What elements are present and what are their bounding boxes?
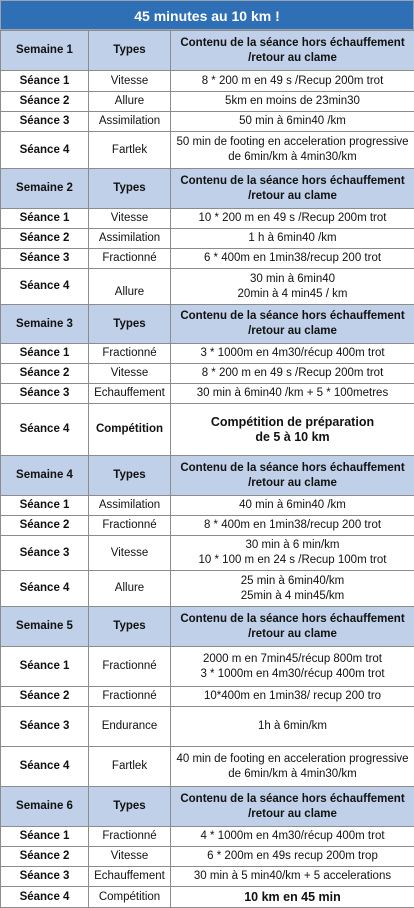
session-type: Assimilation <box>89 112 171 132</box>
session-content: 10 km en 45 min <box>171 887 414 908</box>
session-row <box>1 867 414 887</box>
types-header: Types <box>89 31 171 71</box>
session-label: Séance 1 <box>1 827 89 847</box>
session-row <box>1 827 414 847</box>
session-label: Séance 1 <box>1 344 89 364</box>
session-content: 30 min à 6min40 20min à 4 min45 / km <box>171 269 414 305</box>
session-content: 5km en moins de 23min30 <box>171 92 414 112</box>
session-row <box>1 269 414 305</box>
session-content: 30 min à 5 min40/km + 5 accelerations <box>171 867 414 887</box>
session-label: Séance 4 <box>1 132 89 169</box>
session-content: 25 min à 6min40/km 25min à 4 min45/km <box>171 571 414 607</box>
session-row <box>1 112 414 132</box>
session-type: Allure <box>89 571 171 607</box>
week-name: Semaine 1 <box>1 31 89 71</box>
session-type: Fractionné <box>89 249 171 269</box>
session-type: Fartlek <box>89 132 171 169</box>
session-type: Echauffement <box>89 384 171 404</box>
session-type: Fractionné <box>89 344 171 364</box>
session-type: Endurance <box>89 707 171 747</box>
session-type: Allure <box>89 269 171 305</box>
session-content: 40 min de footing en acceleration progressive de 6min/km à 4min30/km <box>171 747 414 787</box>
session-content: 3 * 1000m en 4m30/récup 400m trot <box>171 344 414 364</box>
session-row <box>1 209 414 229</box>
content-header: Contenu de la séance hors échauffement /retour au clame <box>171 305 414 344</box>
session-label: Séance 2 <box>1 229 89 249</box>
session-content: 30 min à 6 min/km 10 * 100 m en 24 s /Recup 100m trot <box>171 536 414 571</box>
session-label: Séance 3 <box>1 249 89 269</box>
week-header-row <box>1 305 414 344</box>
types-header: Types <box>89 305 171 344</box>
session-type: Assimilation <box>89 496 171 516</box>
session-content: 2000 m en 7min45/récup 800m trot 3 * 1000m en 4m30/récup 400m trot <box>171 647 414 687</box>
session-label: Séance 2 <box>1 516 89 536</box>
session-content: 8 * 400m en 1min38/recup 200 trot <box>171 516 414 536</box>
session-row <box>1 536 414 571</box>
session-content: 50 min à 6min40 /km <box>171 112 414 132</box>
session-content: 1 h à 6min40 /km <box>171 229 414 249</box>
week-header-row <box>1 31 414 71</box>
session-row <box>1 364 414 384</box>
session-label: Séance 2 <box>1 364 89 384</box>
content-header: Contenu de la séance hors échauffement /retour au clame <box>171 31 414 71</box>
session-type: Compétition <box>89 887 171 908</box>
session-row <box>1 92 414 112</box>
session-label: Séance 1 <box>1 71 89 92</box>
types-header: Types <box>89 169 171 209</box>
week-header-row <box>1 607 414 647</box>
session-row <box>1 747 414 787</box>
week-header-row <box>1 169 414 209</box>
session-row <box>1 71 414 92</box>
session-row <box>1 384 414 404</box>
session-type: Vitesse <box>89 847 171 867</box>
session-content: 1h à 6min/km <box>171 707 414 747</box>
session-type: Allure <box>89 92 171 112</box>
session-type: Fractionné <box>89 516 171 536</box>
session-label: Séance 4 <box>1 747 89 787</box>
session-type: Assimilation <box>89 229 171 249</box>
session-content: 10 * 200 m en 49 s /Recup 200m trot <box>171 209 414 229</box>
session-type: Fartlek <box>89 747 171 787</box>
session-content: 8 * 200 m en 49 s /Recup 200m trot <box>171 71 414 92</box>
session-row <box>1 647 414 687</box>
session-label: Séance 4 <box>1 887 89 908</box>
session-label: Séance 3 <box>1 867 89 887</box>
session-content: 50 min de footing en acceleration progressive de 6min/km à 4min30/km <box>171 132 414 169</box>
session-type: Vitesse <box>89 364 171 384</box>
types-header: Types <box>89 787 171 827</box>
session-type: Vitesse <box>89 71 171 92</box>
week-name: Semaine 4 <box>1 456 89 496</box>
session-label: Séance 3 <box>1 112 89 132</box>
week-name: Semaine 2 <box>1 169 89 209</box>
session-content: 30 min à 6min40 /km + 5 * 100metres <box>171 384 414 404</box>
types-header: Types <box>89 607 171 647</box>
session-content: 6 * 400m en 1min38/recup 200 trot <box>171 249 414 269</box>
content-header: Contenu de la séance hors échauffement /retour au clame <box>171 787 414 827</box>
session-row <box>1 687 414 707</box>
session-label: Séance 1 <box>1 647 89 687</box>
session-label: Séance 2 <box>1 687 89 707</box>
session-row <box>1 496 414 516</box>
session-type: Fractionné <box>89 687 171 707</box>
week-name: Semaine 6 <box>1 787 89 827</box>
session-label: Séance 2 <box>1 92 89 112</box>
session-row <box>1 404 414 456</box>
session-label: Séance 3 <box>1 384 89 404</box>
content-header: Contenu de la séance hors échauffement /retour au clame <box>171 607 414 647</box>
week-name: Semaine 3 <box>1 305 89 344</box>
session-label: Séance 4 <box>1 404 89 456</box>
session-label: Séance 3 <box>1 707 89 747</box>
week-header-row <box>1 456 414 496</box>
training-table <box>0 30 414 908</box>
session-label: Séance 1 <box>1 209 89 229</box>
week-name: Semaine 5 <box>1 607 89 647</box>
session-row <box>1 707 414 747</box>
session-row <box>1 571 414 607</box>
session-label: Séance 4 <box>1 571 89 607</box>
session-row <box>1 132 414 169</box>
content-header: Contenu de la séance hors échauffement /retour au clame <box>171 169 414 209</box>
types-header: Types <box>89 456 171 496</box>
session-type: Fractionné <box>89 827 171 847</box>
session-content: Compétition de préparation de 5 à 10 km <box>171 404 414 456</box>
session-type: Compétition <box>89 404 171 456</box>
session-content: 8 * 200 m en 49 s /Recup 200m trot <box>171 364 414 384</box>
session-row <box>1 249 414 269</box>
content-header: Contenu de la séance hors échauffement /retour au clame <box>171 456 414 496</box>
session-type: Echauffement <box>89 867 171 887</box>
session-type: Fractionné <box>89 647 171 687</box>
week-header-row <box>1 787 414 827</box>
session-label: Séance 3 <box>1 536 89 571</box>
session-type: Vitesse <box>89 209 171 229</box>
session-content: 6 * 200m en 49s recup 200m trop <box>171 847 414 867</box>
session-row <box>1 847 414 867</box>
session-row <box>1 229 414 249</box>
page-title: 45 minutes au 10 km ! <box>0 0 414 30</box>
session-row <box>1 516 414 536</box>
session-row <box>1 887 414 908</box>
session-label: Séance 4 <box>1 269 89 305</box>
session-content: 40 min à 6min40 /km <box>171 496 414 516</box>
session-label: Séance 1 <box>1 496 89 516</box>
session-content: 10*400m en 1min38/ recup 200 tro <box>171 687 414 707</box>
session-type: Vitesse <box>89 536 171 571</box>
session-label: Séance 2 <box>1 847 89 867</box>
session-content: 4 * 1000m en 4m30/récup 400m trot <box>171 827 414 847</box>
session-row <box>1 344 414 364</box>
